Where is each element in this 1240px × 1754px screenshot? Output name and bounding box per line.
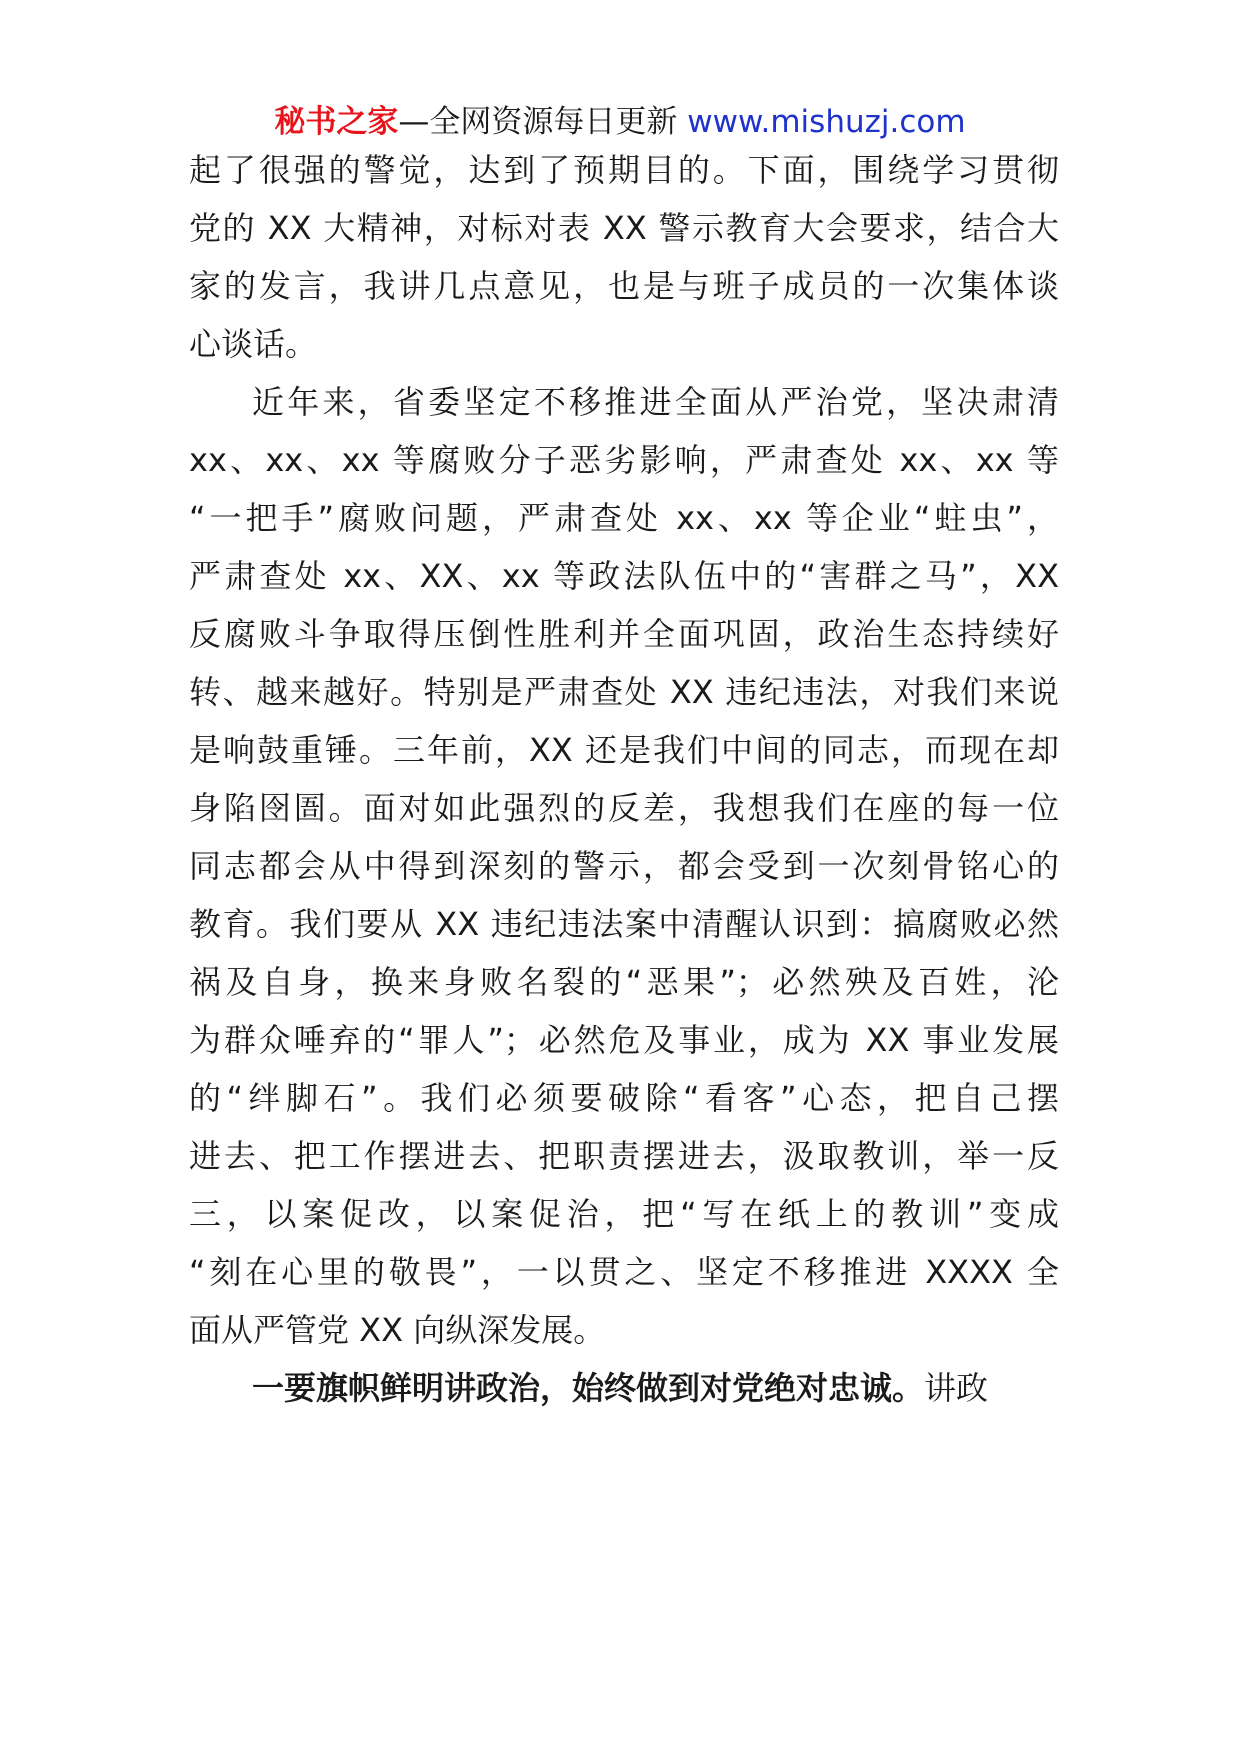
p2-line-3: “一把手”腐败问题，严肃查处 xx、xx 等企业“蛀虫”， <box>189 499 1059 537</box>
p2-line-17: 面从严管党 XX 向纵深发展。 <box>189 1311 606 1349</box>
p2-line-8: 身陷囹圄。面对如此强烈的反差，我想我们在座的每一位 <box>189 789 1059 827</box>
p2-line-11: 祸及自身，换来身败名裂的“恶果”；必然殃及百姓，沦 <box>189 963 1059 1001</box>
header-tagline: —全网资源每日更新 <box>398 104 678 140</box>
p2-line-6: 转、越来越好。特别是严肃查处 XX 违纪违法，对我们来说 <box>189 673 1059 711</box>
brand-name: 秘书之家 <box>274 104 399 140</box>
p2-line-14: 进去、把工作摆进去、把职责摆进去，汲取教训，举一反 <box>189 1137 1059 1175</box>
p2-line-12: 为群众唾弃的“罪人”；必然危及事业，成为 XX 事业发展 <box>189 1021 1059 1059</box>
p2-line-16: “刻在心里的敬畏”，一以贯之、坚定不移推进 XXXX 全 <box>189 1253 1059 1291</box>
p1-line-4: 心谈话。 <box>189 325 318 363</box>
p2-line-1: 近年来，省委坚定不移推进全面从严治党，坚决肃清 <box>252 383 1059 421</box>
p2-line-10: 教育。我们要从 XX 违纪违法案中清醒认识到：搞腐败必然 <box>189 905 1059 943</box>
p2-line-7: 是响鼓重锤。三年前，XX 还是我们中间的同志，而现在却 <box>189 731 1059 769</box>
p2-line-15: 三，以案促改，以案促治，把“写在纸上的教训”变成 <box>189 1195 1059 1233</box>
p1-line-2: 党的 XX 大精神，对标对表 XX 警示教育大会要求，结合大 <box>189 209 1059 247</box>
p2-line-4: 严肃查处 xx、XX、xx 等政法队伍中的“害群之马”，XX <box>189 557 1059 595</box>
p3-line-1 <box>252 1362 1059 1414</box>
p2-line-9: 同志都会从中得到深刻的警示，都会受到一次刻骨铭心的 <box>189 847 1059 885</box>
p2-line-5: 反腐败斗争取得压倒性胜利并全面巩固，政治生态持续好 <box>189 615 1059 653</box>
p3-text: 讲政 <box>924 1369 989 1407</box>
section-heading-1: 一要旗帜鲜明讲政治，始终做到对党绝对忠诚。 <box>252 1369 925 1407</box>
page-header <box>0 100 1240 144</box>
p1-line-3: 家的发言，我讲几点意见，也是与班子成员的一次集体谈 <box>189 267 1059 305</box>
p2-line-2: xx、xx、xx 等腐败分子恶劣影响，严肃查处 xx、xx 等 <box>189 441 1059 479</box>
p1-line-1: 起了很强的警觉，达到了预期目的。下面，围绕学习贯彻 <box>189 151 1059 189</box>
p2-line-13: 的“绊脚石”。我们必须要破除“看客”心态，把自己摆 <box>189 1079 1059 1117</box>
site-url-link[interactable]: www.mishuzj.com <box>687 104 966 140</box>
